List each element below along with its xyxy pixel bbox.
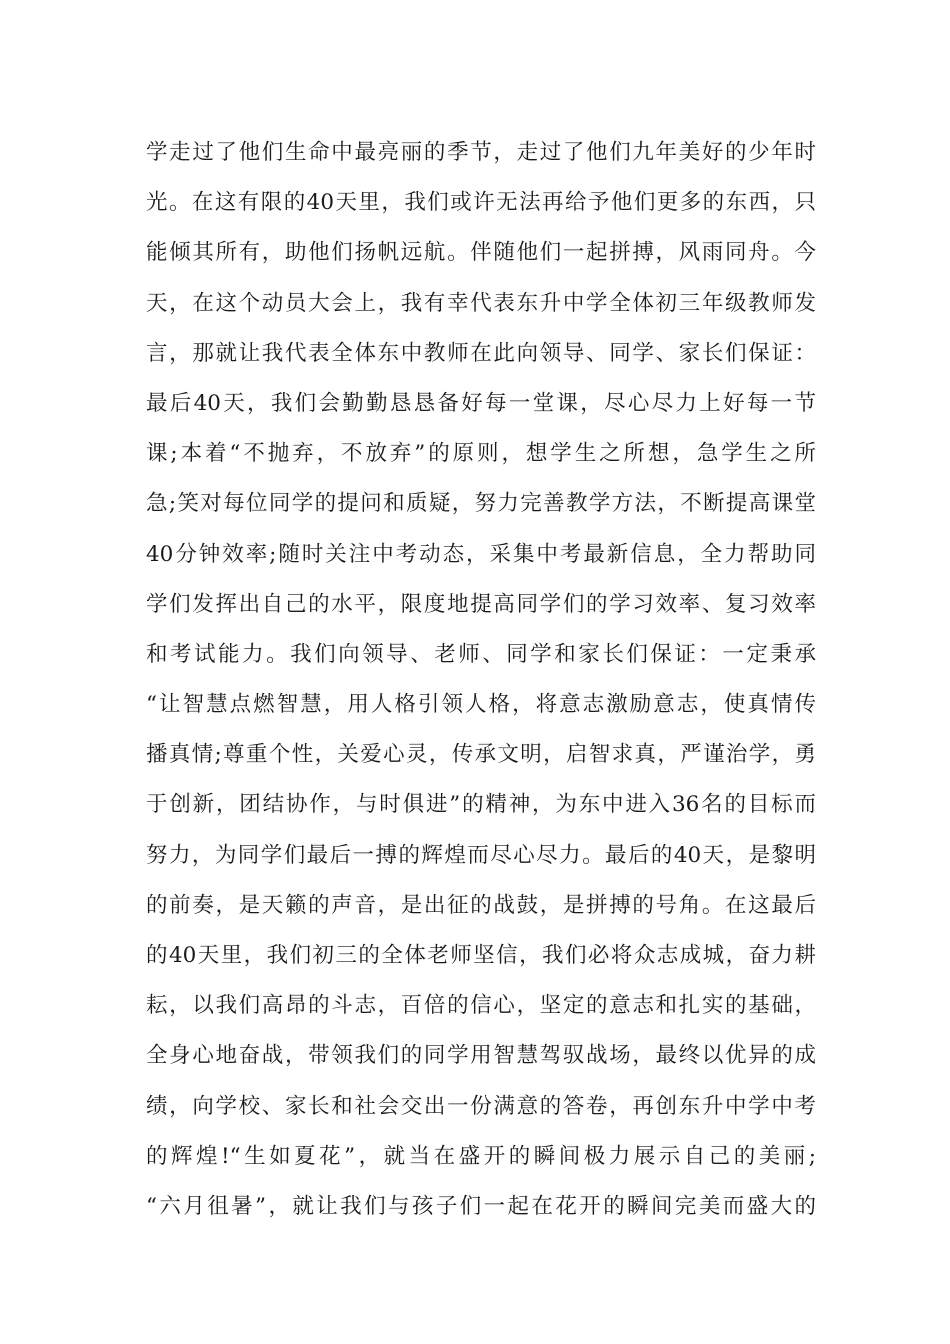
- text-line: 于创新，团结协作，与时俱进”的精神，为东中进入36名的目标而: [146, 792, 816, 818]
- text-line: 光。在这有限的40天里，我们或许无法再给予他们更多的东西，只: [146, 190, 816, 216]
- text-line: 能倾其所有，助他们扬帆远航。伴随他们一起拼搏，风雨同舟。今: [146, 240, 816, 266]
- text-line: 播真情;尊重个性，关爱心灵，传承文明，启智求真，严谨治学，勇: [146, 742, 816, 768]
- text-line: 学走过了他们生命中最亮丽的季节，走过了他们九年美好的少年时: [146, 140, 816, 165]
- body-paragraph: [146, 128, 816, 1232]
- text-line: 课;本着“不抛弃，不放弃”的原则，想学生之所想，急学生之所: [146, 441, 816, 467]
- text-line: 的辉煌!“生如夏花”，就当在盛开的瞬间极力展示自己的美丽;: [146, 1143, 816, 1169]
- text-line: 绩，向学校、家长和社会交出一份满意的答卷，再创东升中学中考: [146, 1093, 816, 1119]
- text-line: 言，那就让我代表全体东中教师在此向领导、同学、家长们保证：: [146, 340, 816, 366]
- text-line: 全身心地奋战，带领我们的同学用智慧驾驭战场，最终以优异的成: [146, 1043, 816, 1069]
- text-line: 学们发挥出自己的水平，限度地提高同学们的学习效率、复习效率: [146, 591, 816, 617]
- text-line: 急;笑对每位同学的提问和质疑，努力完善教学方法，不断提高课堂: [146, 491, 816, 517]
- text-line: 天，在这个动员大会上，我有幸代表东升中学全体初三年级教师发: [146, 290, 816, 316]
- text-line: 的前奏，是天籁的声音，是出征的战鼓，是拼搏的号角。在这最后: [146, 892, 816, 918]
- text-line: “六月徂暑”，就让我们与孩子们一起在花开的瞬间完美而盛大的: [146, 1193, 816, 1219]
- text-line: 的40天里，我们初三的全体老师坚信，我们必将众志成城，奋力耕: [146, 943, 816, 968]
- text-line: “让智慧点燃智慧，用人格引领人格，将意志激励意志，使真情传: [146, 692, 816, 718]
- text-line: 40分钟效率;随时关注中考动态，采集中考最新信息，全力帮助同: [146, 541, 816, 567]
- text-line: 耘，以我们高昂的斗志，百倍的信心，坚定的意志和扎实的基础，: [146, 993, 816, 1019]
- text-line: 努力，为同学们最后一搏的辉煌而尽心尽力。最后的40天，是黎明: [146, 842, 816, 868]
- text-line: 和考试能力。我们向领导、老师、同学和家长们保证：一定秉承: [146, 641, 816, 667]
- text-line: 最后40天，我们会勤勤恳恳备好每一堂课，尽心尽力上好每一节: [146, 390, 816, 416]
